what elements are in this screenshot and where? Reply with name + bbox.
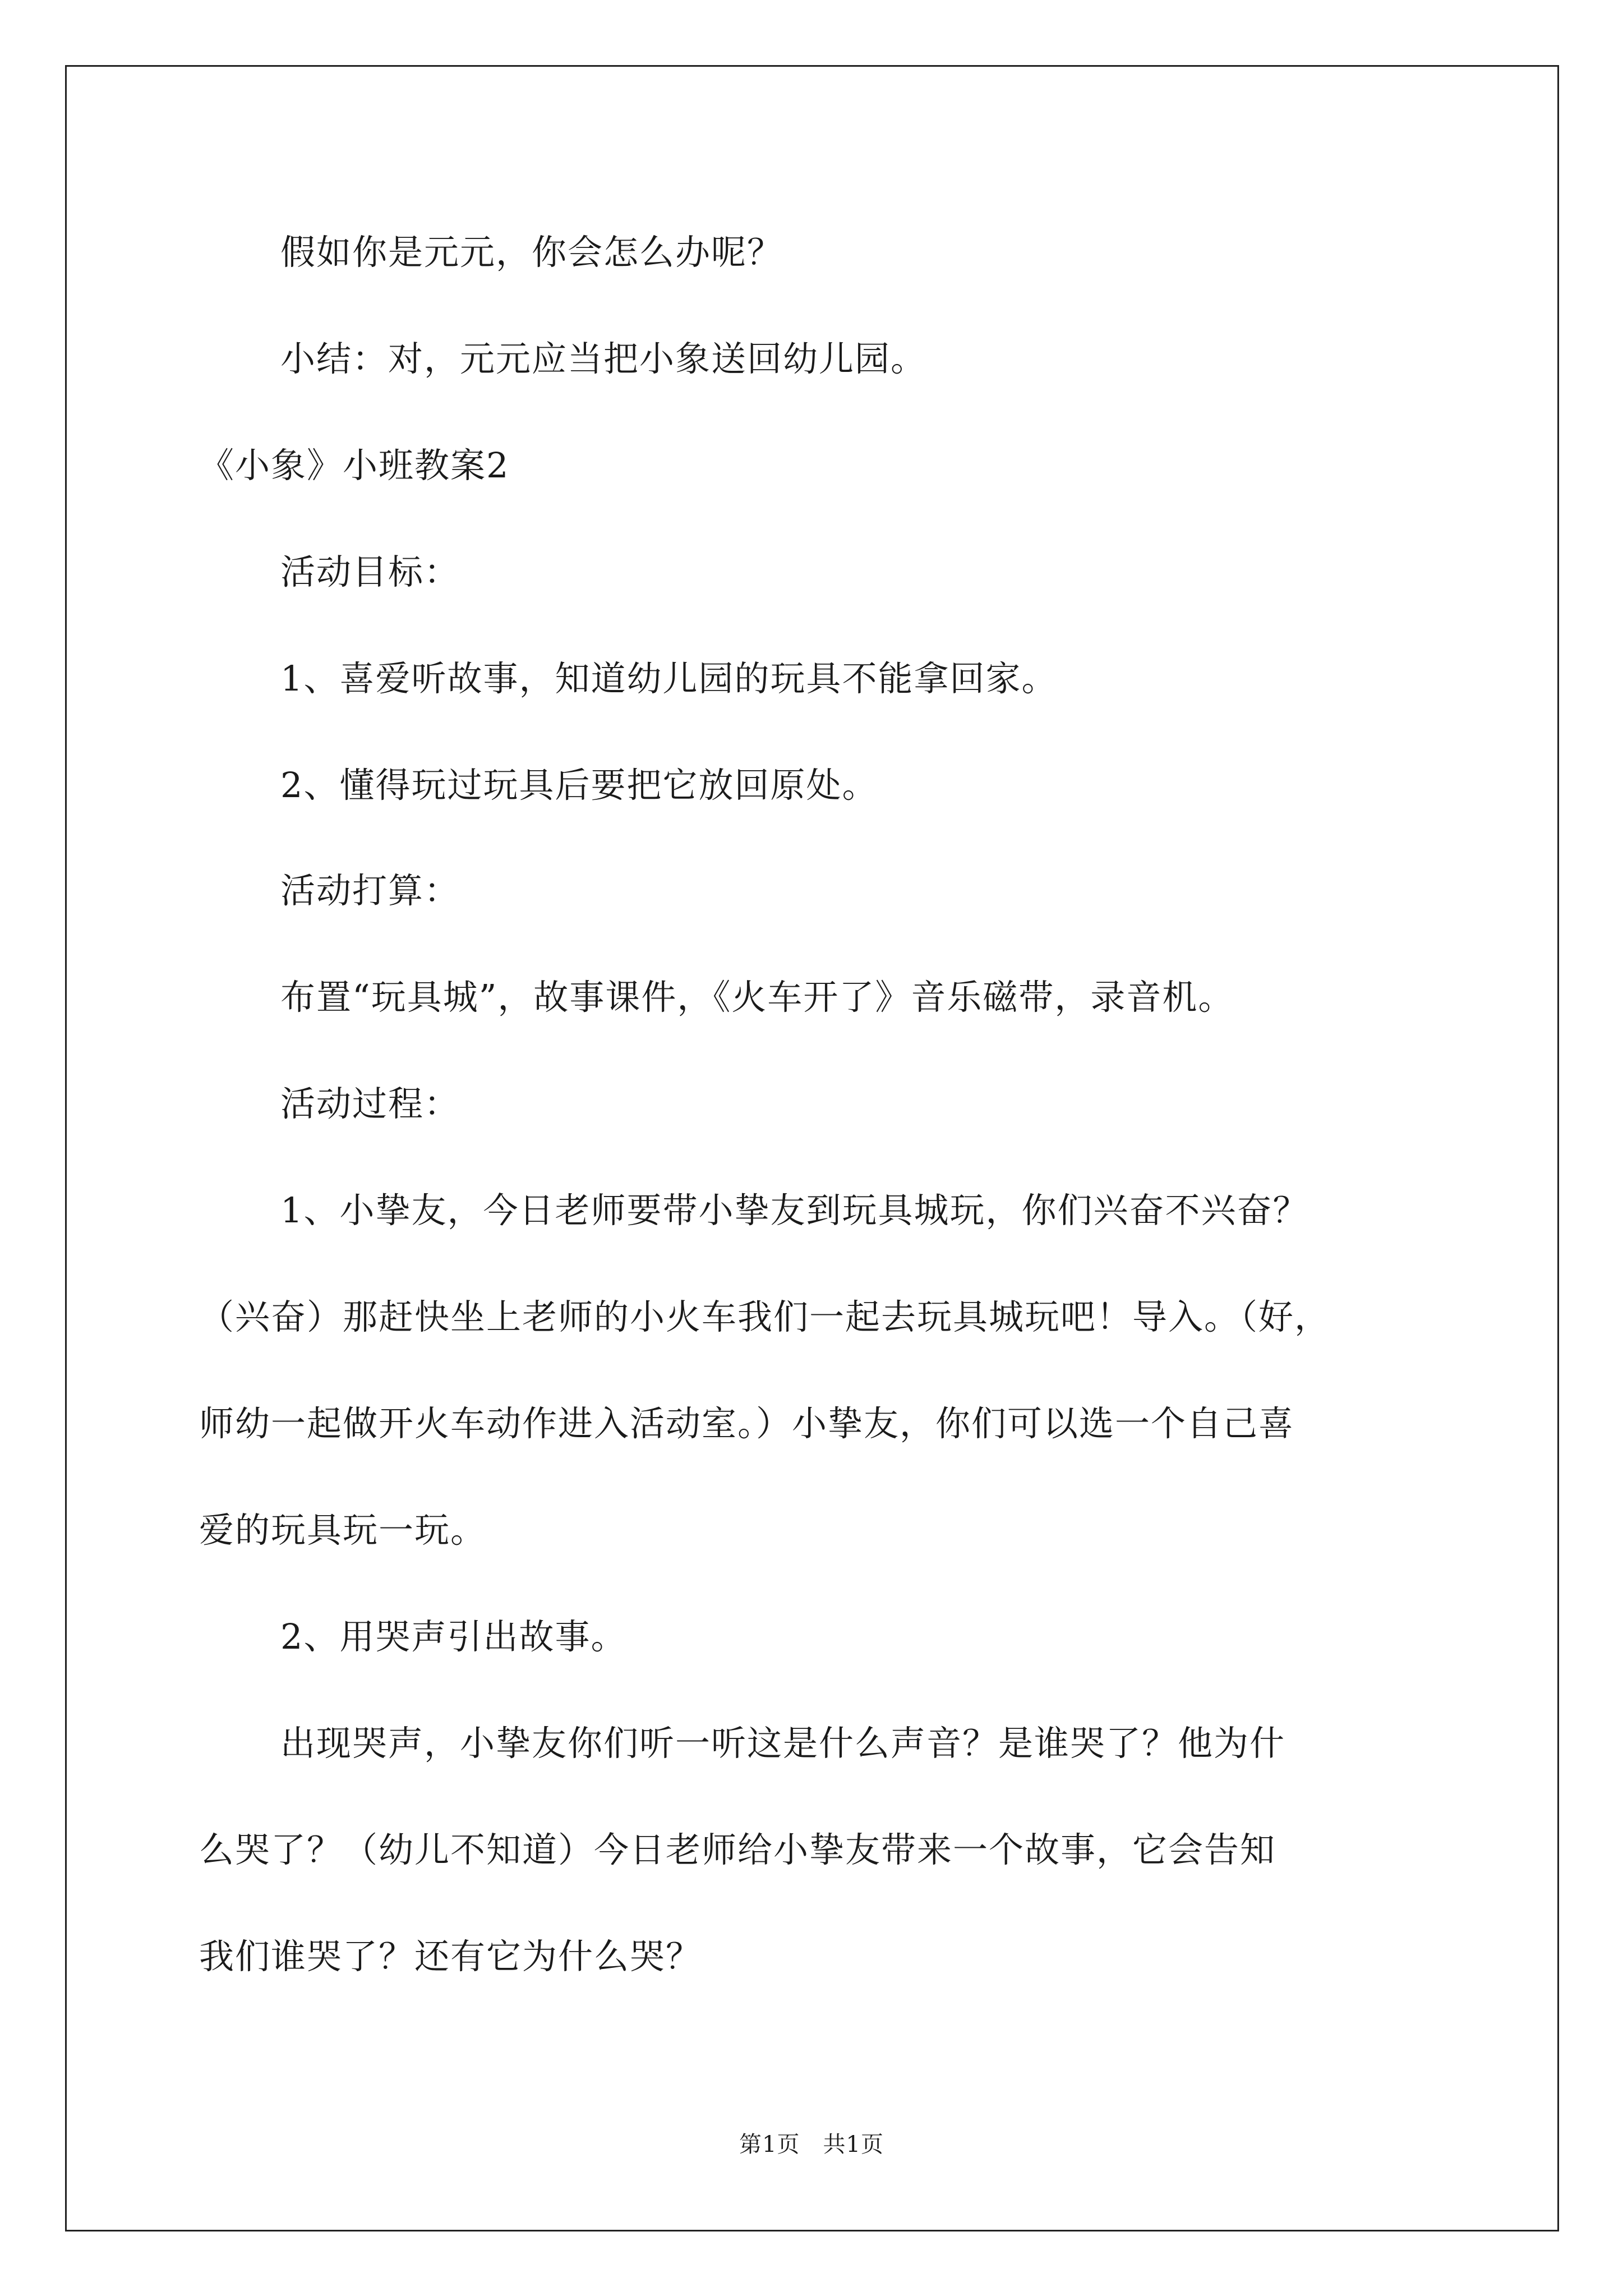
paragraph-line: 2、懂得玩过玩具后要把它放回原处。 — [280, 765, 878, 806]
paragraph-line: （兴奋）那赶快坐上老师的小火车我们一起去玩具城玩吧！导入。（好， — [199, 1296, 1331, 1337]
page-footer: 第1页 共1页 — [739, 2132, 884, 2157]
paragraph-line: 我们谁哭了？还有它为什么哭？ — [199, 1936, 702, 1977]
paragraph-line: 活动过程： — [280, 1083, 460, 1124]
paragraph-line: 活动打算： — [280, 870, 460, 911]
paragraph-line: 假如你是元元，你会怎么办呢？ — [280, 232, 783, 273]
paragraph-line: 么哭了？（幼儿不知道）今日老师给小挚友带来一个故事，它会告知 — [199, 1829, 1276, 1870]
section-heading: 《小象》小班教案2 — [199, 445, 510, 486]
paragraph-line: 活动目标： — [280, 551, 460, 592]
paragraph-line: 布置“玩具城”，故事课件，《火车开了》音乐磁带，录音机。 — [280, 977, 1234, 1018]
paragraph-line: 小结：对，元元应当把小象送回幼儿园。 — [280, 338, 927, 379]
page-border — [65, 65, 1559, 2231]
paragraph-line: 2、用哭声引出故事。 — [280, 1616, 627, 1657]
paragraph-line: 1、喜爱听故事，知道幼儿园的玩具不能拿回家。 — [280, 658, 1058, 699]
paragraph-line: 爱的玩具玩一玩。 — [199, 1510, 487, 1550]
paragraph-line: 出现哭声，小挚友你们听一听这是什么声音？是谁哭了？他为什 — [280, 1723, 1286, 1764]
paragraph-line: 1、小挚友，今日老师要带小挚友到玩具城玩，你们兴奋不兴奋？ — [280, 1190, 1309, 1231]
paragraph-line: 师幼一起做开火车动作进入活动室。）小挚友，你们可以选一个自己喜 — [199, 1403, 1295, 1444]
